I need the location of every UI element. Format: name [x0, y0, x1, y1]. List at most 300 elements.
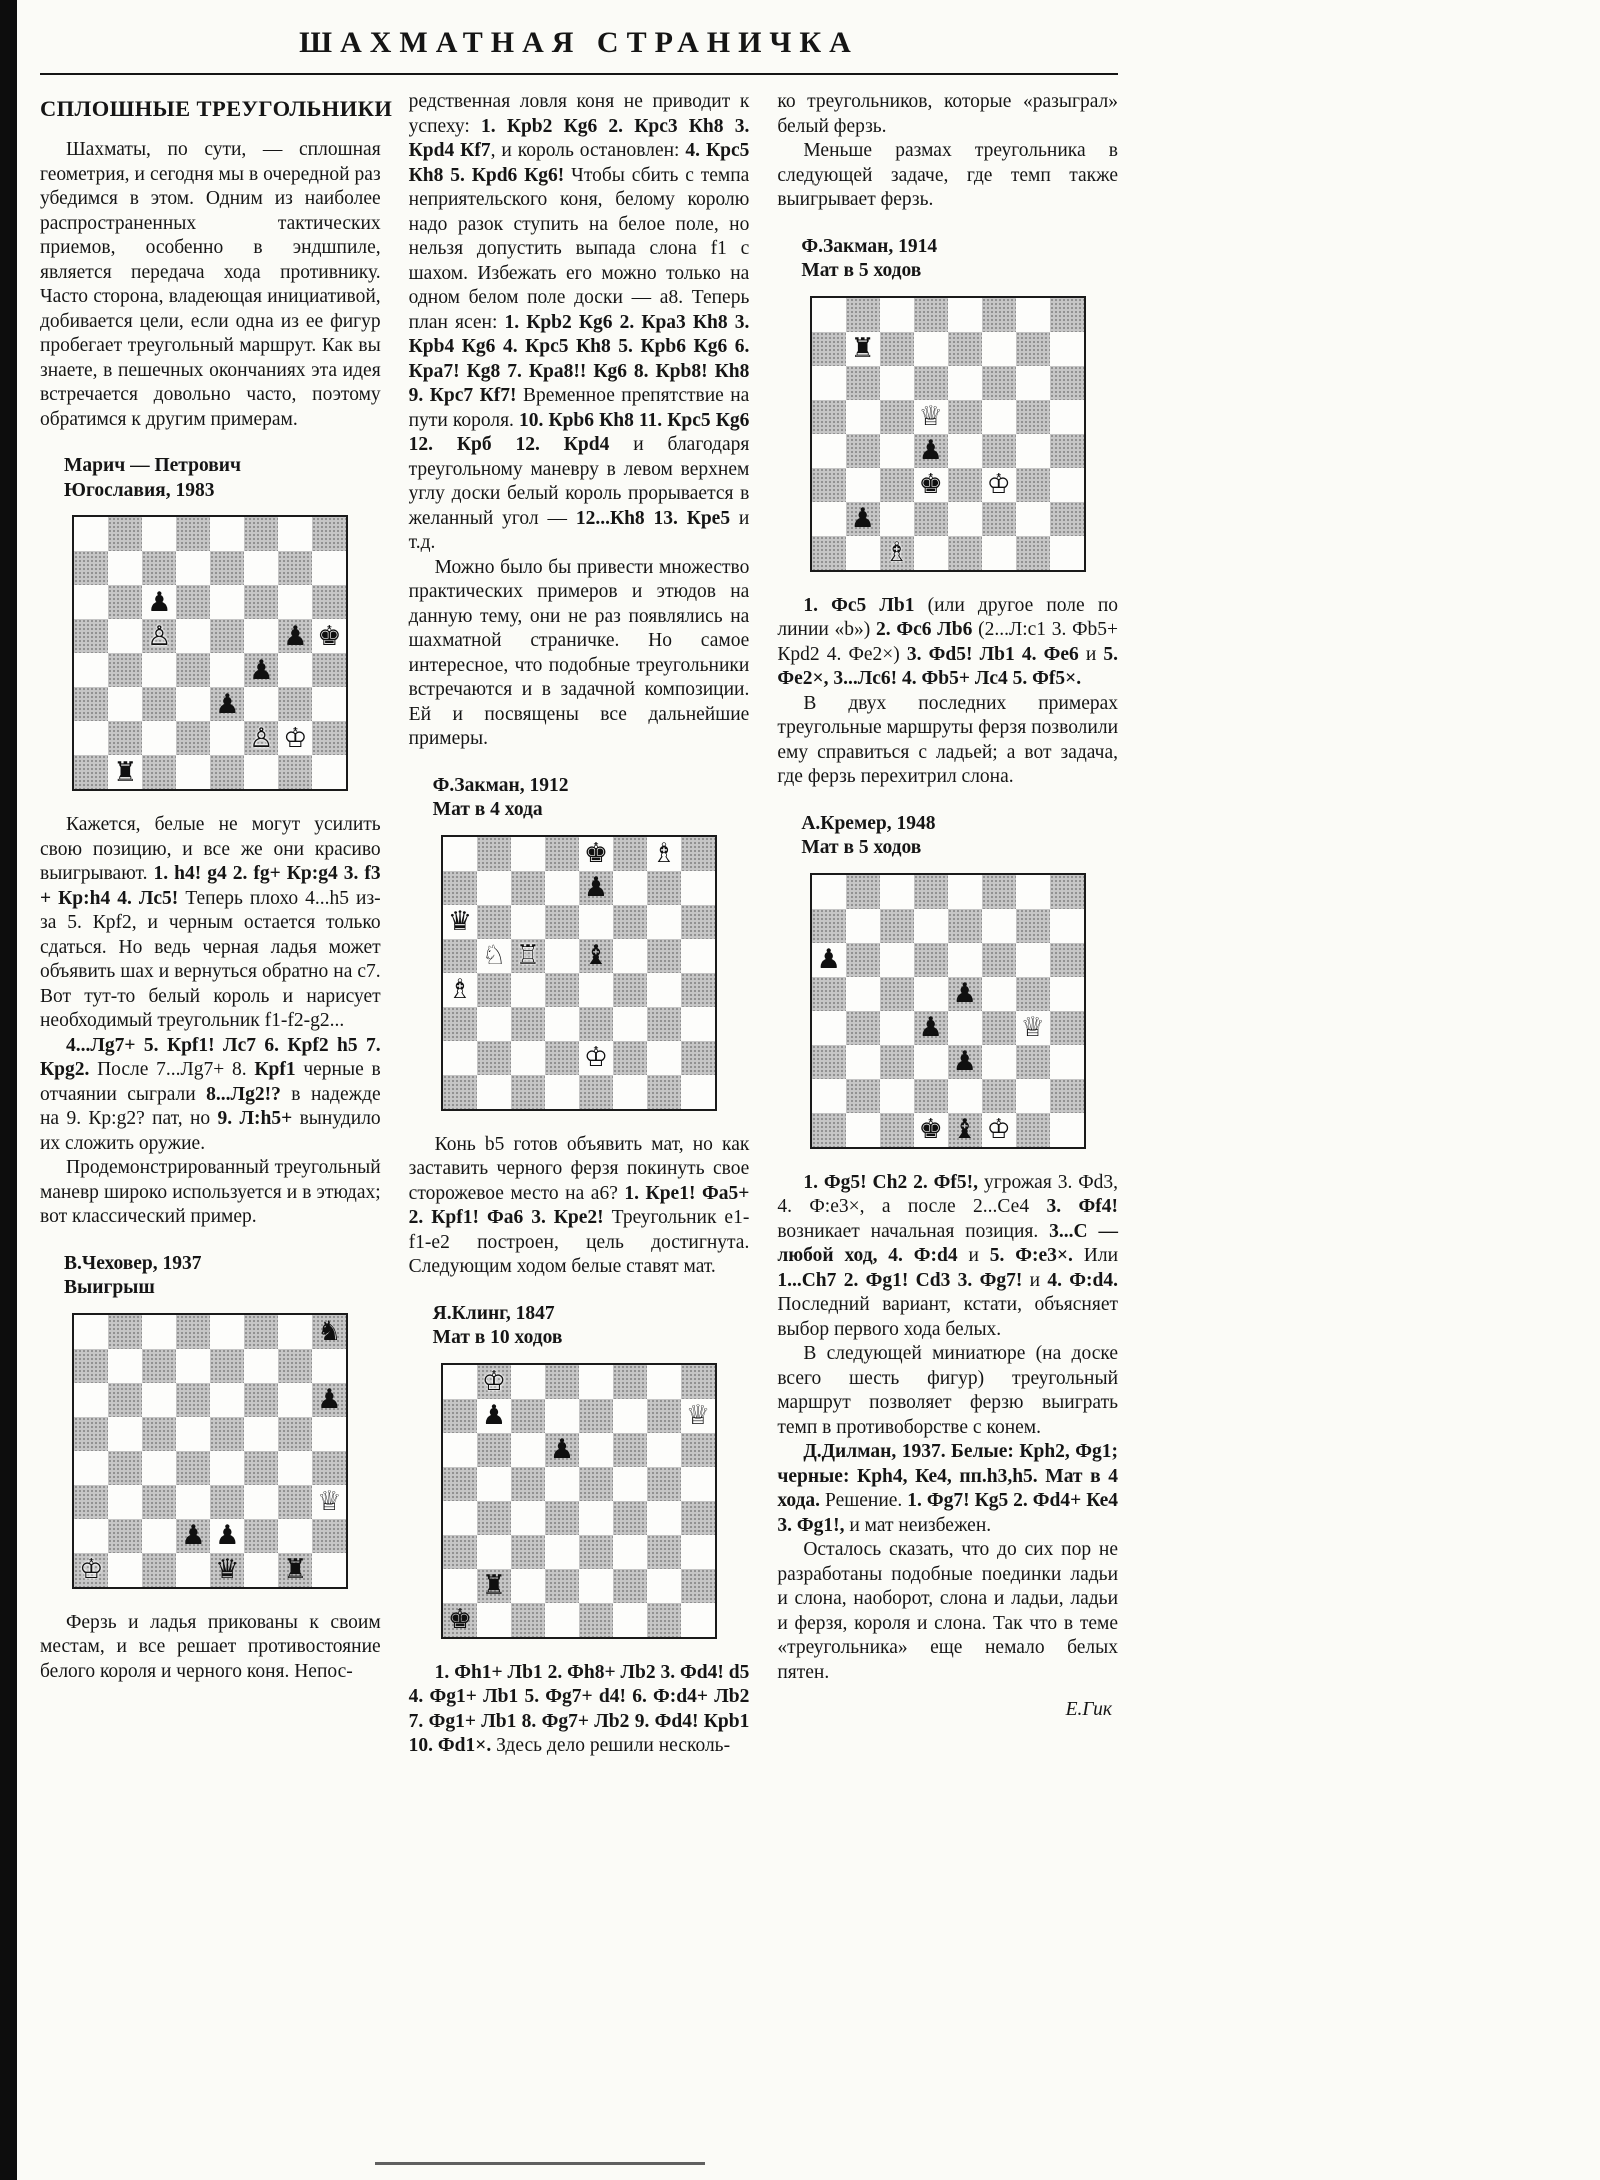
- square-h5: [681, 1467, 715, 1501]
- square-g5: [1016, 400, 1050, 434]
- chess-moves-bold: 1. h4! g4 2. fg+ Кр:g4 3. f3 + Кр:h4 4. Лс5!: [40, 863, 381, 909]
- square-b7: [108, 1349, 142, 1383]
- caption-line: Мат в 4 хода: [432, 799, 543, 820]
- square-b4: [477, 973, 511, 1007]
- square-f8: [982, 875, 1016, 909]
- page-title: ШАХМАТНАЯ СТРАНИЧКА: [299, 26, 859, 59]
- square-a2: [443, 1041, 477, 1075]
- square-d1: [545, 1603, 579, 1637]
- square-g7: [1016, 909, 1050, 943]
- square-a6: [812, 366, 846, 400]
- black-pawn-icon: ♟: [283, 620, 308, 652]
- square-h1: [1050, 536, 1084, 570]
- black-pawn-icon: ♟: [952, 978, 977, 1009]
- square-a8: [812, 298, 846, 332]
- chess-moves-bold: Д.Дилман, 1937. Белые: Крh2, Фg1; черные: Крh4, Ке4, пп.h3,h5. Мат в 4 хода.: [777, 1441, 1119, 1511]
- square-b3: [108, 1485, 142, 1519]
- square-e4: [579, 1501, 613, 1535]
- column-middle: [409, 90, 750, 1759]
- square-c6: [142, 1383, 176, 1417]
- white-queen-icon: ♕: [685, 1400, 711, 1431]
- black-king-icon: ♚: [918, 469, 943, 500]
- square-h2: [1050, 502, 1084, 536]
- square-f3: [613, 1007, 647, 1041]
- square-g1: [278, 1553, 312, 1587]
- chess-moves-bold: 1. Фс5 Лb1: [803, 594, 915, 616]
- black-pawn-icon: ♟: [583, 872, 609, 903]
- square-a6: [812, 943, 846, 977]
- square-c2: [880, 502, 914, 536]
- square-d3: [545, 1535, 579, 1569]
- paragraph: Осталось сказать, что до сих пор не разработаны подобные поединки ладьи и слона, наоборот, слона и ладьи, ладьи и ферзя, короля и слона. Так что в теме «треугольника» еще немало белых пятен.: [777, 1539, 1119, 1683]
- square-e6: [948, 366, 982, 400]
- square-f6: [244, 1383, 278, 1417]
- caption-line: Я.Клинг, 1847: [432, 1302, 555, 1324]
- square-h4: [1050, 1011, 1084, 1045]
- square-d8: [545, 1365, 579, 1399]
- square-h6: [681, 1433, 715, 1467]
- square-g7: [647, 1399, 681, 1433]
- chess-board: [441, 1363, 717, 1639]
- square-d2: [914, 1079, 948, 1113]
- square-a7: [812, 909, 846, 943]
- square-h8: [1050, 875, 1084, 909]
- black-pawn-icon: ♟: [850, 503, 875, 534]
- square-c5: [880, 400, 914, 434]
- chess-moves-bold: 4. Крс5 Кh8 5. Крd6 Кg6!: [408, 140, 750, 186]
- square-c8: [880, 875, 914, 909]
- square-e1: [948, 536, 982, 570]
- square-b2: [846, 502, 880, 536]
- square-e4: [210, 653, 244, 687]
- square-h5: [681, 939, 715, 973]
- square-b7: [477, 871, 511, 905]
- square-f1: [613, 1603, 647, 1637]
- square-c1: [880, 536, 914, 570]
- square-f4: [982, 1011, 1016, 1045]
- square-b8: [846, 298, 880, 332]
- square-d7: [545, 1399, 579, 1433]
- chess-board: [810, 873, 1086, 1149]
- chess-moves-bold: 10. Крb6 Кh8 11. Крс5 Кg6 12. Крб 12. Крd4: [408, 409, 750, 455]
- chess-moves-bold: 5. Фе2×, 3...Лс6! 4. Фb5+ Лс4 5. Фf5×.: [777, 643, 1119, 689]
- black-pawn-icon: ♟: [816, 944, 841, 975]
- square-g2: [1016, 1079, 1050, 1113]
- black-pawn-icon: ♟: [181, 1520, 206, 1551]
- square-b2: [846, 1079, 880, 1113]
- square-h2: [681, 1569, 715, 1603]
- square-f6: [613, 1433, 647, 1467]
- square-d5: [914, 400, 948, 434]
- square-a2: [812, 502, 846, 536]
- square-d2: [176, 1519, 210, 1553]
- square-e7: [948, 909, 982, 943]
- square-g3: [647, 1007, 681, 1041]
- square-g5: [1016, 977, 1050, 1011]
- square-f4: [613, 1501, 647, 1535]
- square-e1: [579, 1603, 613, 1637]
- square-b1: [846, 1113, 880, 1147]
- caption-line: Мат в 5 ходов: [801, 260, 922, 281]
- square-f1: [244, 755, 278, 789]
- caption-line: Ф.Закман, 1914: [801, 235, 938, 257]
- square-a5: [443, 1467, 477, 1501]
- square-a8: [443, 1365, 477, 1399]
- chess-diagram-d2: [72, 1313, 348, 1589]
- square-a3: [74, 1485, 108, 1519]
- square-f6: [244, 585, 278, 619]
- chess-diagram-d6: [810, 873, 1086, 1149]
- paragraph: Меньше размах треугольника в следующей задаче, где темп также выигрывает ферзь.: [777, 140, 1119, 210]
- square-f2: [982, 502, 1016, 536]
- square-d3: [914, 468, 948, 502]
- square-d7: [914, 909, 948, 943]
- square-e7: [210, 1349, 244, 1383]
- paragraph: ко треугольников, которые «разыграл» белый ферзь.: [777, 91, 1119, 137]
- square-b6: [477, 905, 511, 939]
- square-f2: [613, 1569, 647, 1603]
- square-h4: [1050, 434, 1084, 468]
- black-rook-icon: ♜: [850, 333, 875, 364]
- square-b4: [477, 1501, 511, 1535]
- square-g5: [647, 939, 681, 973]
- square-h6: [1050, 943, 1084, 977]
- square-a5: [74, 1417, 108, 1451]
- white-bishop-icon: ♗: [884, 537, 909, 568]
- square-d7: [176, 551, 210, 585]
- square-c2: [142, 1519, 176, 1553]
- black-king-icon: ♚: [583, 838, 609, 869]
- white-queen-icon: ♕: [918, 401, 943, 432]
- square-f8: [244, 1315, 278, 1349]
- square-c4: [880, 434, 914, 468]
- square-g3: [278, 687, 312, 721]
- square-g2: [647, 1569, 681, 1603]
- square-e5: [948, 977, 982, 1011]
- black-pawn-icon: ♟: [147, 586, 172, 618]
- square-f4: [244, 1451, 278, 1485]
- square-a8: [812, 875, 846, 909]
- square-a3: [443, 1007, 477, 1041]
- caption-line: Марич — Петрович: [64, 455, 241, 476]
- square-b7: [477, 1399, 511, 1433]
- square-e3: [948, 1045, 982, 1079]
- square-b6: [846, 366, 880, 400]
- square-d7: [545, 871, 579, 905]
- square-a4: [443, 1501, 477, 1535]
- square-f1: [982, 1113, 1016, 1147]
- black-pawn-icon: ♟: [918, 435, 943, 466]
- square-f7: [982, 332, 1016, 366]
- square-a7: [443, 871, 477, 905]
- square-b7: [846, 909, 880, 943]
- square-f8: [982, 298, 1016, 332]
- square-h1: [312, 755, 346, 789]
- square-a4: [74, 1451, 108, 1485]
- square-g7: [278, 551, 312, 585]
- square-g3: [278, 1485, 312, 1519]
- square-b6: [108, 585, 142, 619]
- square-h2: [1050, 1079, 1084, 1113]
- square-h1: [312, 1553, 346, 1587]
- square-f7: [613, 871, 647, 905]
- square-g4: [647, 1501, 681, 1535]
- square-f5: [613, 1467, 647, 1501]
- square-c1: [880, 1113, 914, 1147]
- square-g2: [647, 1041, 681, 1075]
- square-b2: [477, 1041, 511, 1075]
- square-c1: [142, 755, 176, 789]
- paragraph: Продемонстрированный треугольный маневр широко используется и в этюдах; вот классический пример.: [40, 1157, 381, 1227]
- square-f6: [982, 943, 1016, 977]
- square-f2: [613, 1041, 647, 1075]
- square-h5: [1050, 977, 1084, 1011]
- square-b8: [477, 1365, 511, 1399]
- square-b3: [108, 687, 142, 721]
- paragraph: 1. Фg5! Сh2 2. Фf5!, угрожая 3. Фd3, 4. Ф:е3×, а после 2...Се4 3. Фf4! возникает начальная позиция. 3...С — любой ход, 4. Ф:d4 и 5. Ф:е3×. Или 1...Сh7 2. Фg1! Сd3 3. Фg7! и 4. Ф:d4. Последний вариант, кстати, объясняет выбор первого хода белых.: [777, 1171, 1119, 1340]
- square-f1: [244, 1553, 278, 1587]
- diagram-caption: [801, 812, 1118, 861]
- paragraph: В следующей миниатюре (на доске всего шесть фигур) треугольный маршрут позволяет ферзю выиграть темп в противоборстве с конем.: [777, 1343, 1119, 1438]
- chess-moves-bold: 4. Ф:d4.: [1047, 1269, 1119, 1291]
- square-g7: [1016, 332, 1050, 366]
- square-h3: [312, 1485, 346, 1519]
- square-h6: [1050, 366, 1084, 400]
- square-h1: [681, 1603, 715, 1637]
- square-e4: [210, 1451, 244, 1485]
- square-d1: [914, 536, 948, 570]
- square-f4: [613, 973, 647, 1007]
- square-b4: [108, 653, 142, 687]
- square-e8: [210, 1315, 244, 1349]
- square-b5: [846, 977, 880, 1011]
- square-a2: [812, 1079, 846, 1113]
- square-c8: [880, 298, 914, 332]
- square-a4: [443, 973, 477, 1007]
- chess-moves-bold: 3...С — любой ход, 4. Ф:d4: [777, 1220, 1119, 1266]
- square-e6: [948, 943, 982, 977]
- square-d1: [914, 1113, 948, 1147]
- square-b3: [477, 1535, 511, 1569]
- white-king-icon: ♔: [986, 1114, 1011, 1145]
- chess-moves-bold: 2. Фс6 Лb6: [876, 619, 973, 640]
- square-g4: [1016, 1011, 1050, 1045]
- white-king-icon: ♔: [79, 1554, 104, 1585]
- square-b4: [108, 1451, 142, 1485]
- square-g5: [278, 1417, 312, 1451]
- square-g4: [1016, 434, 1050, 468]
- square-g4: [278, 1451, 312, 1485]
- square-f5: [613, 939, 647, 973]
- chess-moves-bold: 1. Фg7! Кg5 2. Фd4+ Ке4 3. Фg1!,: [777, 1490, 1119, 1536]
- chess-moves-bold: 1. Фg5! Сh2 2. Фf5!,: [803, 1171, 979, 1193]
- white-rook-icon: ♖: [515, 940, 541, 971]
- square-g4: [647, 973, 681, 1007]
- square-h7: [1050, 332, 1084, 366]
- square-c6: [880, 943, 914, 977]
- diagram-caption: [801, 235, 1118, 284]
- paragraph: 1. Фh1+ Лb1 2. Фh8+ Лb2 3. Фd4! d5 4. Фg1+ Лb1 5. Фg7+ d4! 6. Ф:d4+ Лb2 7. Фg1+ Лb1 8. Фg7+ Лb2 9. Фd4! Крb1 10. Фd1×. Здесь дело решили несколь-: [408, 1661, 750, 1756]
- diagram-caption: [64, 454, 381, 503]
- square-d5: [914, 977, 948, 1011]
- square-f4: [244, 653, 278, 687]
- square-a6: [74, 585, 108, 619]
- square-a5: [74, 619, 108, 653]
- square-b1: [108, 755, 142, 789]
- square-e3: [210, 687, 244, 721]
- white-queen-icon: ♕: [317, 1486, 342, 1517]
- chess-diagram-d5: [810, 296, 1086, 572]
- square-h4: [681, 973, 715, 1007]
- chess-moves-bold: Крf1: [254, 1059, 296, 1080]
- square-f5: [244, 1417, 278, 1451]
- page-content: [40, 26, 1118, 1759]
- square-f7: [244, 1349, 278, 1383]
- square-c6: [511, 1433, 545, 1467]
- black-queen-icon: ♛: [447, 906, 473, 937]
- square-b6: [477, 1433, 511, 1467]
- square-d6: [914, 366, 948, 400]
- square-g1: [647, 1075, 681, 1109]
- square-a6: [443, 1433, 477, 1467]
- square-c7: [142, 1349, 176, 1383]
- white-king-icon: ♔: [583, 1042, 609, 1073]
- square-e5: [579, 1467, 613, 1501]
- square-g8: [1016, 298, 1050, 332]
- square-g6: [647, 1433, 681, 1467]
- article-columns: [40, 90, 1118, 1759]
- square-b7: [846, 332, 880, 366]
- square-a2: [74, 721, 108, 755]
- square-a1: [812, 1113, 846, 1147]
- square-g8: [647, 837, 681, 871]
- square-g7: [278, 1349, 312, 1383]
- black-pawn-icon: ♟: [317, 1384, 342, 1415]
- square-c7: [880, 909, 914, 943]
- square-a7: [812, 332, 846, 366]
- white-bishop-icon: ♗: [651, 838, 677, 869]
- square-c2: [511, 1041, 545, 1075]
- square-f7: [244, 551, 278, 585]
- square-g1: [647, 1603, 681, 1637]
- black-pawn-icon: ♟: [215, 688, 240, 720]
- square-f5: [982, 977, 1016, 1011]
- square-b3: [846, 1045, 880, 1079]
- square-e1: [579, 1075, 613, 1109]
- square-d2: [545, 1041, 579, 1075]
- square-d4: [176, 1451, 210, 1485]
- square-g6: [278, 1383, 312, 1417]
- square-c5: [142, 1417, 176, 1451]
- chess-moves-bold: 1. Кре1! Фа5+ 2. Крf1! Фа6 3. Кре2!: [408, 1182, 750, 1228]
- square-c8: [511, 1365, 545, 1399]
- square-h7: [681, 871, 715, 905]
- square-a1: [74, 755, 108, 789]
- square-d8: [914, 875, 948, 909]
- square-a1: [74, 1553, 108, 1587]
- square-b4: [846, 434, 880, 468]
- square-d8: [176, 517, 210, 551]
- white-king-icon: ♔: [283, 722, 308, 754]
- square-h2: [312, 1519, 346, 1553]
- square-c2: [511, 1569, 545, 1603]
- square-b5: [477, 1467, 511, 1501]
- square-d8: [545, 837, 579, 871]
- chess-moves-bold: 8...Лg2!?: [206, 1083, 281, 1105]
- square-e1: [210, 755, 244, 789]
- black-pawn-icon: ♟: [215, 1520, 240, 1551]
- chess-moves-bold: 5. Ф:е3×.: [989, 1245, 1073, 1266]
- caption-line: Ф.Закман, 1912: [432, 774, 569, 796]
- square-c3: [511, 1535, 545, 1569]
- square-d5: [176, 619, 210, 653]
- square-e1: [948, 1113, 982, 1147]
- square-a1: [812, 536, 846, 570]
- black-king-icon: ♚: [447, 1604, 473, 1635]
- square-g8: [647, 1365, 681, 1399]
- square-b7: [108, 551, 142, 585]
- square-c3: [142, 1485, 176, 1519]
- square-e8: [948, 298, 982, 332]
- square-g6: [1016, 943, 1050, 977]
- square-b5: [846, 400, 880, 434]
- square-a5: [443, 939, 477, 973]
- square-a4: [812, 434, 846, 468]
- square-g4: [278, 653, 312, 687]
- square-c4: [142, 653, 176, 687]
- chess-moves-bold: 12...Кh8 13. Кре5: [575, 507, 731, 529]
- square-c6: [880, 366, 914, 400]
- square-c4: [511, 973, 545, 1007]
- square-d6: [545, 905, 579, 939]
- square-h8: [681, 837, 715, 871]
- square-g6: [647, 905, 681, 939]
- square-e1: [210, 1553, 244, 1587]
- square-g7: [647, 871, 681, 905]
- square-a3: [812, 468, 846, 502]
- caption-line: А.Кремер, 1948: [801, 812, 936, 834]
- black-pawn-icon: ♟: [918, 1012, 943, 1043]
- square-d1: [176, 1553, 210, 1587]
- square-d4: [176, 653, 210, 687]
- chess-diagram-d3: [441, 835, 717, 1111]
- square-a8: [443, 837, 477, 871]
- square-f6: [982, 366, 1016, 400]
- square-f5: [244, 619, 278, 653]
- square-f7: [982, 909, 1016, 943]
- white-knight-icon: ♘: [481, 940, 507, 971]
- square-d2: [176, 721, 210, 755]
- square-e3: [579, 1535, 613, 1569]
- footer-rule: [375, 2162, 705, 2165]
- square-a8: [74, 517, 108, 551]
- square-b3: [846, 468, 880, 502]
- square-d4: [914, 1011, 948, 1045]
- square-e2: [210, 1519, 244, 1553]
- caption-line: Мат в 5 ходов: [801, 837, 922, 858]
- square-c6: [142, 585, 176, 619]
- white-bishop-icon: ♗: [447, 974, 473, 1005]
- square-c8: [142, 517, 176, 551]
- square-e6: [579, 905, 613, 939]
- square-a1: [443, 1603, 477, 1637]
- square-h3: [681, 1535, 715, 1569]
- diagram-caption: [433, 1302, 750, 1351]
- square-f3: [613, 1535, 647, 1569]
- square-e6: [210, 585, 244, 619]
- black-queen-icon: ♛: [215, 1554, 240, 1585]
- square-e2: [948, 1079, 982, 1113]
